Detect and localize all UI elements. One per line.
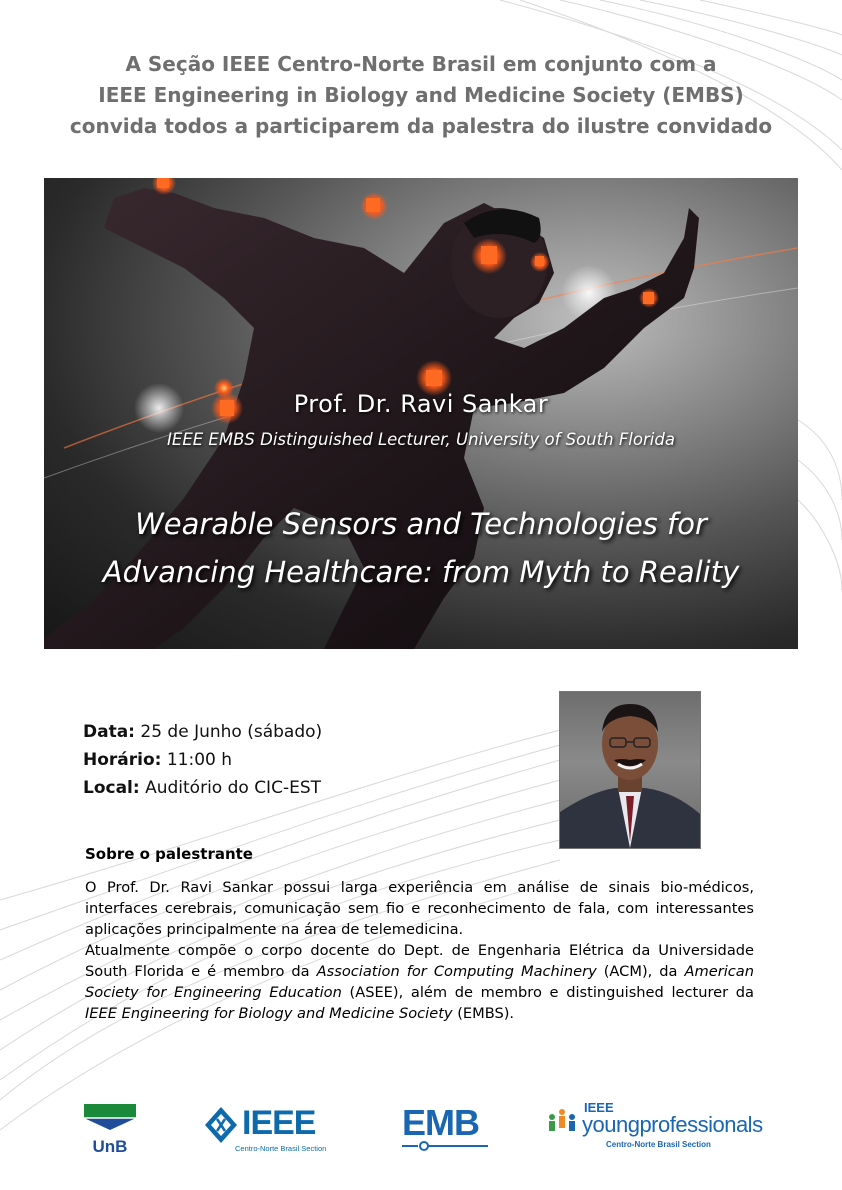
yp-wordmark: youngprofessionals: [582, 1112, 763, 1137]
intro-line-3: convida todos a participarem da palestra do ilustre convidado: [69, 114, 773, 138]
emb-wordmark: EMB: [402, 1102, 479, 1143]
place-row: [83, 774, 322, 802]
acm-name: Association for Computing Machinery: [316, 963, 597, 980]
bio-heading: Sobre o palestrante: [85, 845, 253, 863]
date-label: Data:: [83, 722, 135, 742]
date-row: [83, 718, 322, 746]
unb-logo: [84, 1104, 136, 1157]
ieee-wordmark: IEEE: [242, 1104, 316, 1142]
speaker-role: IEEE EMBS Distinguished Lecturer, University of South Florida: [167, 430, 675, 449]
ieee-diamond-icon: [204, 1106, 238, 1144]
event-details: [83, 718, 322, 802]
intro-line-2: IEEE Engineering in Biology and Medicine Society (EMBS): [98, 83, 744, 107]
yp-people-icon: [546, 1108, 578, 1136]
talk-title: [44, 500, 798, 596]
unb-emblem-icon: [84, 1104, 136, 1132]
yp-section-label: Centro-Norte Brasil Section: [606, 1140, 711, 1149]
embs-name: IEEE Engineering for Biology and Medicine Society: [85, 1005, 453, 1022]
talk-title-line-2: Advancing Healthcare: from Myth to Reality: [102, 555, 740, 589]
talk-title-line-1: Wearable Sensors and Technologies for: [135, 507, 707, 541]
asee-name: American Society for Engineering Education: [85, 963, 754, 1001]
time-label: Horário:: [83, 750, 162, 770]
unb-label: UnB: [92, 1137, 128, 1156]
intro-heading: [0, 49, 842, 142]
time-value: 11:00 h: [166, 750, 233, 770]
speaker-name: Prof. Dr. Ravi Sankar: [293, 390, 549, 418]
date-value: 25 de Junho (sábado): [140, 722, 323, 742]
speaker-portrait: [560, 692, 700, 848]
place-label: Local:: [83, 778, 140, 798]
bio-text-span: Atualmente compõe o corpo docente do Dept. de Engenharia Elétrica da Universidade South Florida e é membro da: [85, 942, 754, 980]
intro-line-1: A Seção IEEE Centro-Norte Brasil em conjunto com a: [125, 52, 717, 76]
bio-text: [85, 877, 754, 1024]
yp-logo: [546, 1100, 763, 1152]
place-value: Auditório do CIC-EST: [145, 778, 321, 798]
yp-ieee-label: IEEE: [584, 1100, 614, 1115]
event-banner: [44, 178, 798, 649]
bio-paragraph-2: [85, 940, 754, 1024]
emb-signal-icon: [400, 1140, 490, 1152]
bio-text-span: (EMBS).: [452, 1005, 515, 1022]
bio-paragraph-1: O Prof. Dr. Ravi Sankar possui larga experiência em análise de sinais bio-médicos, interfaces cerebrais, comunicação sem fio e reconhecimento de fala, com interessantes aplicações principalmente na área de telemedicina.: [85, 879, 754, 938]
bio-text-span: (ACM), da: [596, 963, 685, 980]
bio-text-span: (ASEE), além de membro e distinguished lecturer da: [341, 984, 754, 1001]
time-row: [83, 746, 322, 774]
ieee-section-label: Centro-Norte Brasil Section: [235, 1144, 327, 1153]
speaker-photo: [559, 691, 701, 849]
